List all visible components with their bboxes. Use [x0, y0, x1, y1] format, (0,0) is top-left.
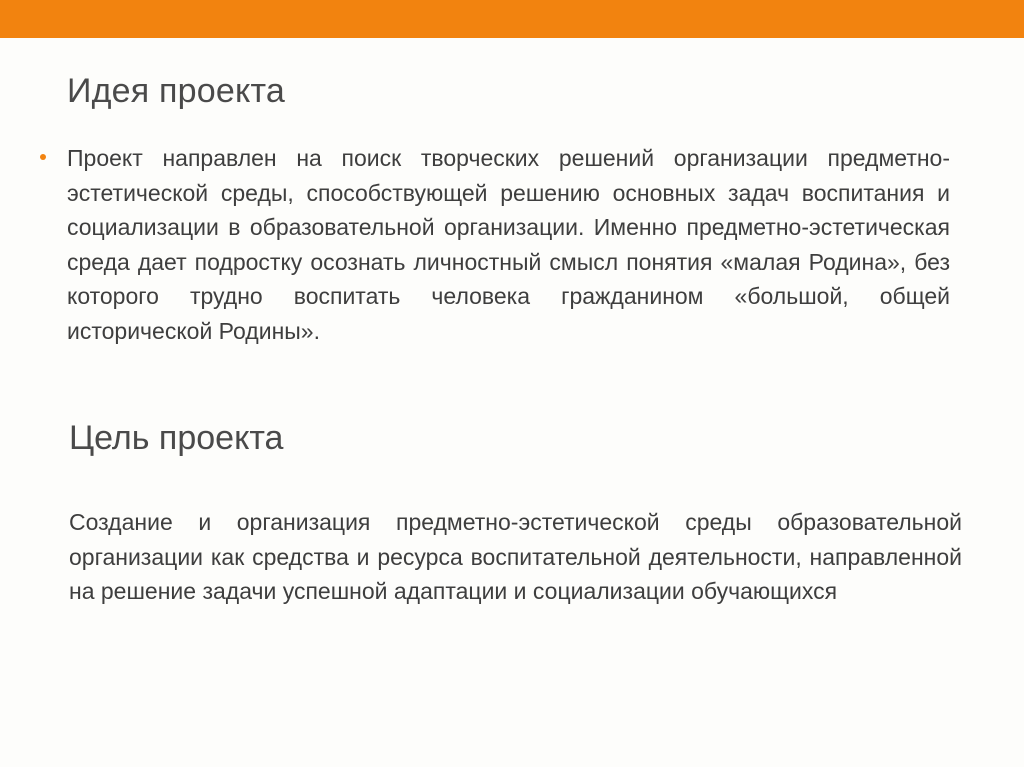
- bullet-dot-icon: [40, 154, 46, 160]
- section-title-project-goal: Цель проекта: [69, 419, 284, 457]
- project-goal-text: Создание и организация предметно-эстетической среды образовательной организации как средства и ресурса воспитательной деятельности, направленной на решение задачи успешной адаптации и социализации обучающихся: [69, 509, 962, 604]
- section-title-project-idea: Идея проекта: [67, 72, 285, 110]
- top-accent-bar: [0, 0, 1024, 38]
- project-idea-text: Проект направлен на поиск творческих решений организации предметно-эстетической среды, способствующей решению основных задач воспитания и социализации в образовательной организации. Именно предметно-эстетическая среда дает подростку осознать личностный смысл понятия «малая Родина», без которого трудно воспитать человека гражданином «большой, общей исторической Родины».: [67, 145, 950, 344]
- bullet-list-item: [40, 141, 950, 348]
